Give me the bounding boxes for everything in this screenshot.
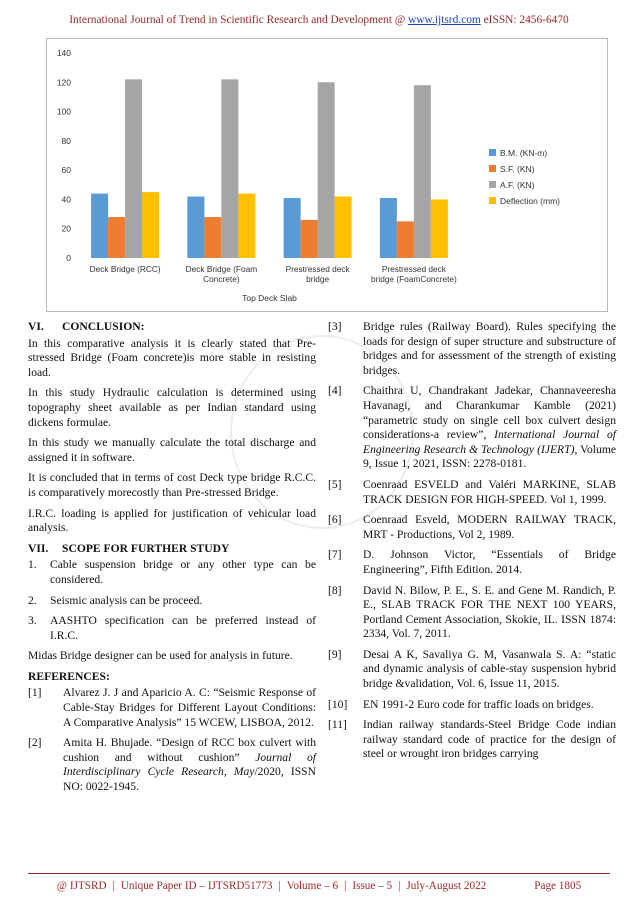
conclusion-paragraph: I.R.C. loading is applied for justification of vehicular load analysis. <box>28 506 316 535</box>
left-column <box>28 320 316 801</box>
bar <box>91 194 108 258</box>
right-column <box>328 320 616 768</box>
footer-paper-id: Unique Paper ID – IJTSRD51773 <box>120 880 273 892</box>
legend-label: S.F. (KN) <box>500 164 535 174</box>
reference-item: [7] D. Johnson Victor, “Essentials of Bridge Engineering”, Fifth Edition. 2014. <box>328 548 616 576</box>
bar <box>431 199 448 258</box>
x-tick-label: Prestressed deck <box>381 264 446 274</box>
reference-item: [10] EN 1991-2 Euro code for traffic loads on bridges. <box>328 697 594 711</box>
legend-swatch <box>489 149 496 156</box>
reference-item: [3] Bridge rules (Railway Board). Rules specifying the loads for design of super structure and substructure of bridges and for assessment of the strength of existing bridges. <box>328 320 616 377</box>
list-item: 3. AASHTO specification can be preferred instead of I.R.C. <box>28 614 316 642</box>
x-tick-label: Deck Bridge (Foam <box>185 264 258 274</box>
y-tick-label: 140 <box>56 48 71 58</box>
bar <box>414 85 431 258</box>
y-tick-label: 80 <box>61 135 71 146</box>
footer-page-number: Page 1805 <box>534 880 582 892</box>
bar <box>238 194 255 258</box>
reference-item: [6] Coenraad Esveld, MODERN RAILWAY TRACK, MRT - Productions, Vol 2, 1989. <box>328 513 616 541</box>
page-footer: @ IJTSRD | Unique Paper ID – IJTSRD51773 | Volume – 6 | Issue – 5 | July-August 2022 Page 1805 <box>56 880 582 892</box>
bar <box>125 79 142 258</box>
footer-rule <box>28 873 610 874</box>
bar <box>284 198 301 258</box>
footer-journal: @ IJTSRD <box>56 880 107 892</box>
conclusion-paragraph: In this study we manually calculate the total discharge and assigned it in software. <box>28 436 316 464</box>
x-tick-label: Concrete) <box>203 274 240 284</box>
page-header <box>0 14 638 26</box>
bar <box>221 79 238 258</box>
y-tick-label: 120 <box>56 77 71 88</box>
footer-volume: Volume – 6 <box>286 880 339 892</box>
x-tick-label: Deck Bridge (RCC) <box>89 264 161 274</box>
legend-swatch <box>489 197 496 204</box>
bar <box>380 198 397 258</box>
references-heading: REFERENCES: <box>28 669 110 683</box>
bar <box>301 220 318 258</box>
reference-item: [11] Indian railway standards-Steel Bridge Code indian railway standard code of practice for the design of steel or wrought iron bridges carrying <box>328 718 616 761</box>
bar-chart <box>46 38 608 312</box>
bar <box>108 217 125 258</box>
conclusion-paragraph: In this study Hydraulic calculation is determined using topography sheet available as per Indian standard using dickens formulae. <box>28 386 316 429</box>
conclusion-paragraph: It is concluded that in terms of cost Deck type bridge R.C.C. is comparatively morecostly than Pre-stressed Bridge. <box>28 471 316 499</box>
section-heading-conclusion: VI. CONCLUSION: <box>28 320 145 333</box>
bar <box>187 197 204 259</box>
reference-item: [4] Chaithra U, Chandrakant Jadekar, Channaveeresha Havanagi, and Charankumar Kamble (2021) “parametric study on single cell box culvert design considerations-a review”, International Journal of Engineering Research & Technology (IJERT), Volume 9, Issue 1, 2021, ISSN: 2278-0181. <box>328 384 616 471</box>
x-tick-label: bridge <box>306 274 330 284</box>
header-url-link[interactable]: www.ijtsrd.com <box>408 14 481 26</box>
legend-swatch <box>489 165 496 172</box>
bar <box>142 192 159 258</box>
future-work-paragraph: Midas Bridge designer can be used for analysis in future. <box>28 649 293 663</box>
reference-item: [5] Coenraad ESVELD and Valéri MARKINE, SLAB TRACK DESIGN FOR HIGH-SPEED. Vol 1, 1999. <box>328 477 616 506</box>
y-tick-label: 0 <box>66 253 71 263</box>
y-tick-label: 100 <box>56 106 71 117</box>
chart-svg <box>47 39 607 311</box>
footer-issue: Issue – 5 <box>352 880 393 892</box>
reference-item: [2] Amita H. Bhujade. “Design of RCC box culvert with cushion and without cushion” Journal of Interdisciplinary Cycle Research, May/2020, ISSN NO: 0022-1945. <box>28 736 316 794</box>
header-journal-name: International Journal of Trend in Scientific Research and Development @ <box>69 14 409 26</box>
legend-label: Deflection (mm) <box>500 196 560 206</box>
reference-item: [8] David N. Bilow, P. E., S. E. and Gene M. Randich, P. E., SLAB TRACK FOR THE NEXT 100 YEARS, Portland Cement Association, Skokie, IL. ISSN 1874: 2334, Vol. 7, 2011. <box>328 583 616 641</box>
y-tick-label: 40 <box>61 194 71 205</box>
y-tick-label: 60 <box>61 165 71 176</box>
bar <box>318 82 335 258</box>
list-item: 2. Seismic analysis can be proceed. <box>28 593 203 607</box>
legend-label: B.M. (KN-m) <box>500 148 548 158</box>
footer-date: July-August 2022 <box>406 880 487 892</box>
header-issn: eISSN: 2456-6470 <box>480 14 569 26</box>
y-tick-label: 20 <box>61 223 71 234</box>
x-tick-label: bridge (FoamConcrete) <box>370 274 457 284</box>
bar <box>204 217 221 258</box>
section-heading-scope: VII. SCOPE FOR FURTHER STUDY <box>28 541 230 555</box>
legend-label: A.F. (KN) <box>500 180 535 190</box>
x-axis-title: Top Deck Slab <box>242 293 297 303</box>
list-item: 1. Cable suspension bridge or any other type can be considered. <box>28 558 316 586</box>
reference-item: [9] Desai A K, Savaliya G. M, Vasanwala S. A: “static and dynamic analysis of cable-stay suspension hybrid bridge &validation, Vol. 6, Issue 11, 2015. <box>328 647 616 691</box>
legend-swatch <box>489 181 496 188</box>
reference-item: [1] Alvarez J. J and Aparicio A. C: “Seismic Response of Cable-Stay Bridges for Different Layout Conditions: A Comparative Analysis” 15 WCEW, LISBOA, 2012. <box>28 686 316 729</box>
conclusion-paragraph: In this comparative analysis it is clearly stated that Pre-stressed Bridge (Foam concrete)is more stable in resisting load. <box>28 336 316 379</box>
x-tick-label: Prestressed deck <box>285 264 350 274</box>
bar <box>335 197 352 259</box>
bar <box>397 221 414 258</box>
